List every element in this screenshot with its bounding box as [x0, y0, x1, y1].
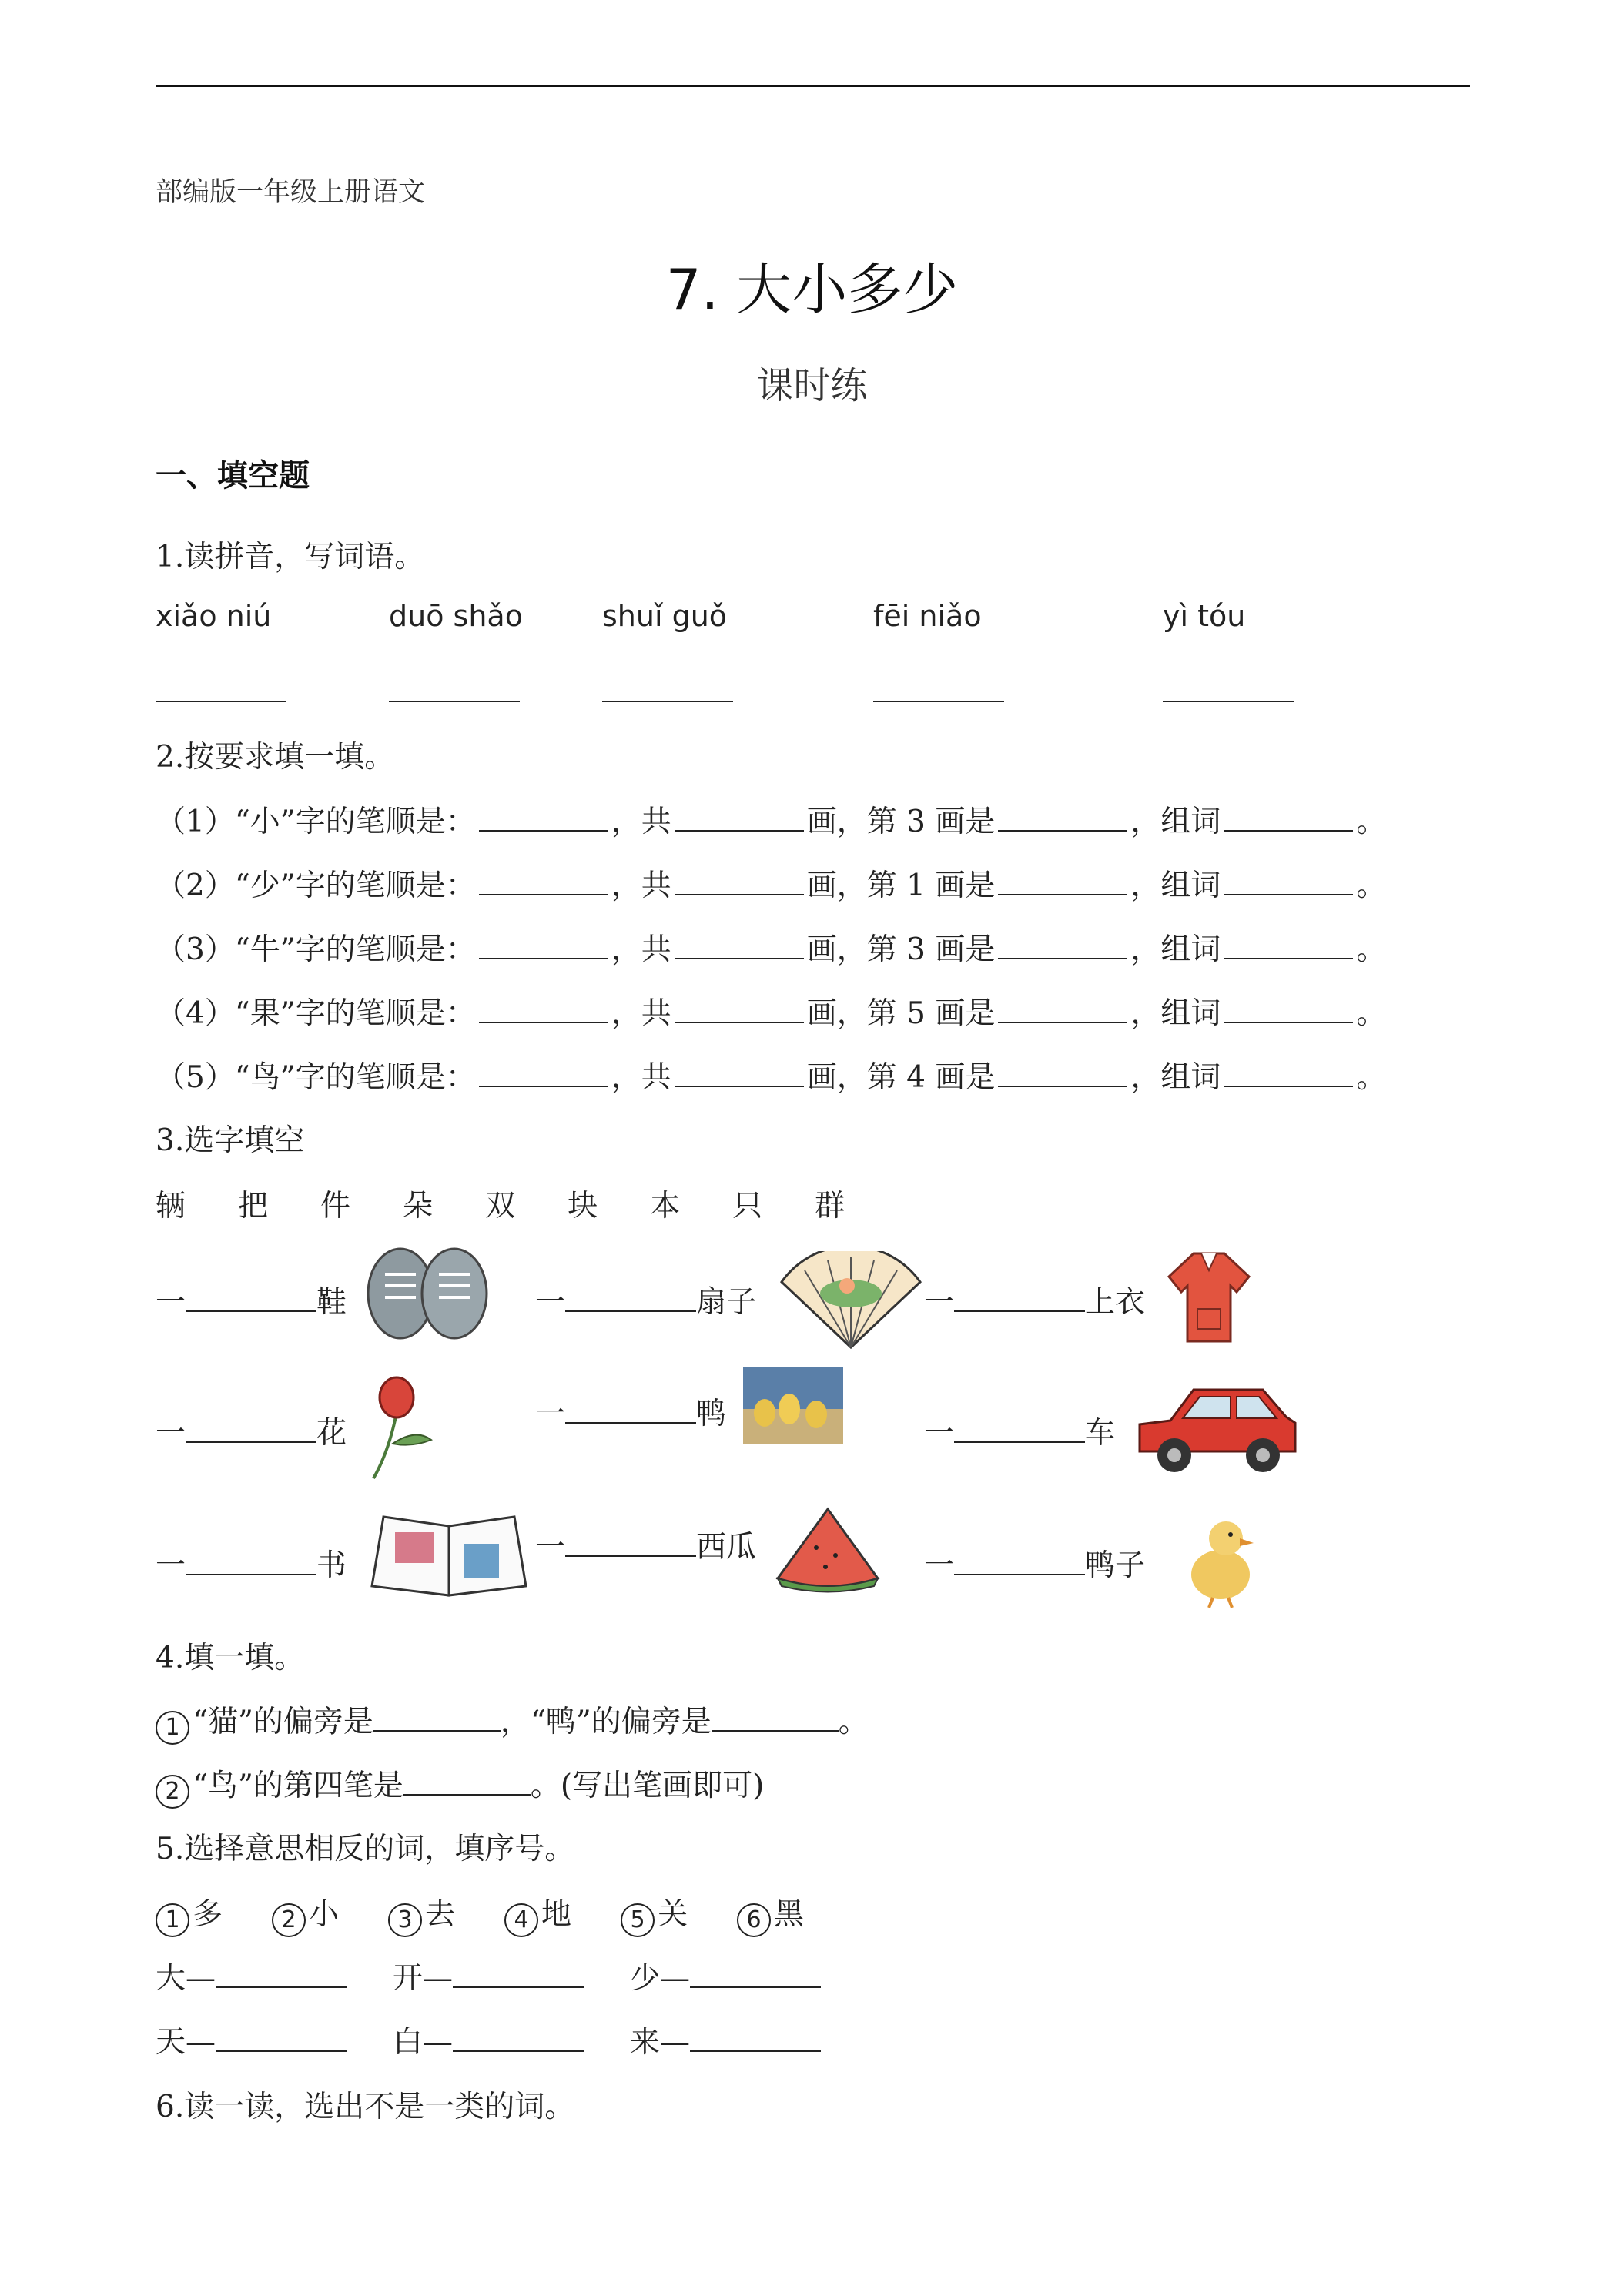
q3-item-watermelon: 一 西瓜 — [535, 1530, 757, 1565]
book-illustration — [368, 1509, 530, 1602]
bank-char: 双 — [485, 1189, 516, 1223]
option: 1 多 — [156, 1890, 223, 1937]
circled-number: 2 — [156, 1775, 189, 1809]
ducks-illustration — [743, 1367, 843, 1444]
q1-pinyin-4: fēi niǎo — [873, 599, 982, 633]
answer-blank[interactable] — [479, 1061, 608, 1087]
q4-item-2: 2 “鸟”的第四笔是 。(写出笔画即可) — [156, 1762, 764, 1809]
q1-answer-blank-5[interactable] — [1163, 701, 1294, 702]
q3-item-book: 一 书 — [156, 1548, 347, 1583]
option: 6 黑 — [737, 1890, 804, 1937]
answer-blank[interactable] — [690, 2026, 821, 2052]
series-label: 部编版一年级上册语文 — [156, 177, 426, 208]
q1-answer-blank-1[interactable] — [156, 701, 286, 702]
page-subtitle: 课时练 — [756, 364, 868, 407]
answer-blank[interactable] — [954, 1549, 1085, 1575]
duckling-illustration — [1178, 1509, 1263, 1609]
option: 3 去 — [388, 1890, 455, 1937]
answer-blank[interactable] — [690, 1962, 821, 1988]
q1-title: 1.读拼音，写词语。 — [156, 540, 425, 574]
answer-blank[interactable] — [1224, 1061, 1353, 1087]
answer-blank[interactable] — [998, 869, 1127, 895]
q2-item-3: （3）“牛”字的笔顺是： ，共 画，第 3 画是 ，组词 。 — [156, 932, 1387, 967]
q4-item-1: 1 “猫”的偏旁是 ，“鸭”的偏旁是 。 — [156, 1698, 869, 1745]
bank-char: 本 — [650, 1189, 681, 1223]
bank-char: 块 — [568, 1189, 598, 1223]
fan-illustration — [774, 1251, 928, 1351]
answer-blank[interactable] — [186, 1286, 316, 1312]
answer-blank[interactable] — [216, 1962, 347, 1988]
q4-title: 4.填一填。 — [156, 1641, 305, 1675]
answer-blank[interactable] — [479, 933, 608, 959]
answer-blank[interactable] — [998, 1061, 1127, 1087]
q2-item-1: （1）“小”字的笔顺是： ，共 画，第 3 画是 ，组词 。 — [156, 805, 1387, 839]
bank-char: 群 — [815, 1189, 845, 1223]
q3-item-flower: 一 花 — [156, 1416, 347, 1451]
answer-blank[interactable] — [998, 805, 1127, 832]
answer-blank[interactable] — [1224, 805, 1353, 832]
bank-char: 件 — [320, 1189, 351, 1223]
option: 5 关 — [621, 1890, 688, 1937]
answer-blank[interactable] — [565, 1531, 696, 1557]
answer-blank[interactable] — [186, 1417, 316, 1443]
section-title-fill-in: 一、填空题 — [156, 458, 310, 494]
answer-blank[interactable] — [453, 2026, 584, 2052]
answer-blank[interactable] — [998, 933, 1127, 959]
q5-options — [156, 1890, 853, 1937]
answer-blank[interactable] — [675, 933, 804, 959]
q5-title: 5.选择意思相反的词，填序号。 — [156, 1832, 575, 1866]
answer-blank[interactable] — [479, 997, 608, 1023]
q2-item-5: （5）“鸟”字的笔顺是： ，共 画，第 4 画是 ，组词 。 — [156, 1060, 1387, 1095]
answer-blank[interactable] — [675, 869, 804, 895]
answer-blank[interactable] — [954, 1286, 1085, 1312]
q1-pinyin-2: duō shǎo — [389, 599, 523, 633]
answer-blank[interactable] — [1224, 869, 1353, 895]
answer-blank[interactable] — [565, 1397, 696, 1424]
q3-item-ducks: 一 鸭 — [535, 1397, 727, 1431]
q1-pinyin-3: shuǐ guǒ — [602, 599, 728, 633]
q3-item-car: 一 车 — [924, 1416, 1116, 1451]
bank-char: 只 — [732, 1189, 763, 1223]
option: 2 小 — [272, 1890, 339, 1937]
page-title: 7. 大小多少 — [665, 257, 959, 322]
header-rule — [156, 85, 1470, 87]
q3-item-shirt: 一 上衣 — [924, 1285, 1146, 1320]
answer-blank[interactable] — [479, 869, 608, 895]
watermelon-illustration — [770, 1501, 886, 1594]
option: 4 地 — [504, 1890, 571, 1937]
q3-item-duckling: 一 鸭子 — [924, 1548, 1146, 1583]
q1-answer-blank-2[interactable] — [389, 701, 520, 702]
q3-item-shoes: 一 鞋 — [156, 1285, 347, 1320]
bank-char: 把 — [238, 1189, 269, 1223]
q2-title: 2.按要求填一填。 — [156, 740, 395, 775]
q1-pinyin-5: yì tóu — [1163, 599, 1246, 633]
answer-blank[interactable] — [453, 1962, 584, 1988]
answer-blank[interactable] — [479, 805, 608, 832]
answer-blank[interactable] — [675, 1061, 804, 1087]
shirt-illustration — [1163, 1247, 1255, 1347]
q5-row-1: 大— 开— 少— — [156, 1954, 867, 1997]
answer-blank[interactable] — [373, 1705, 501, 1732]
q2-item-4: （4）“果”字的笔顺是： ，共 画，第 5 画是 ，组词 。 — [156, 996, 1387, 1031]
flower-illustration — [362, 1374, 447, 1482]
q3-char-bank — [156, 1182, 897, 1225]
answer-blank[interactable] — [403, 1769, 531, 1796]
shoes-illustration — [362, 1243, 493, 1344]
circled-number: 1 — [156, 1711, 189, 1745]
answer-blank[interactable] — [712, 1705, 839, 1732]
q1-answer-blank-3[interactable] — [602, 701, 733, 702]
q2-item-2: （2）“少”字的笔顺是： ，共 画，第 1 画是 ，组词 。 — [156, 869, 1387, 903]
answer-blank[interactable] — [1224, 997, 1353, 1023]
answer-blank[interactable] — [675, 805, 804, 832]
answer-blank[interactable] — [565, 1286, 696, 1312]
car-illustration — [1132, 1378, 1301, 1478]
answer-blank[interactable] — [1224, 933, 1353, 959]
q1-pinyin-1: xiǎo niú — [156, 599, 272, 633]
answer-blank[interactable] — [216, 2026, 347, 2052]
answer-blank[interactable] — [186, 1549, 316, 1575]
q1-answer-blank-4[interactable] — [873, 701, 1004, 702]
q5-row-2: 天— 白— 来— — [156, 2018, 867, 2061]
q6-title: 6.读一读，选出不是一类的词。 — [156, 2090, 575, 2124]
q3-title: 3.选字填空 — [156, 1123, 305, 1158]
bank-char: 辆 — [156, 1189, 186, 1223]
answer-blank[interactable] — [998, 997, 1127, 1023]
answer-blank[interactable] — [675, 997, 804, 1023]
answer-blank[interactable] — [954, 1417, 1085, 1443]
bank-char: 朵 — [403, 1189, 434, 1223]
q3-item-fan: 一 扇子 — [535, 1285, 757, 1320]
